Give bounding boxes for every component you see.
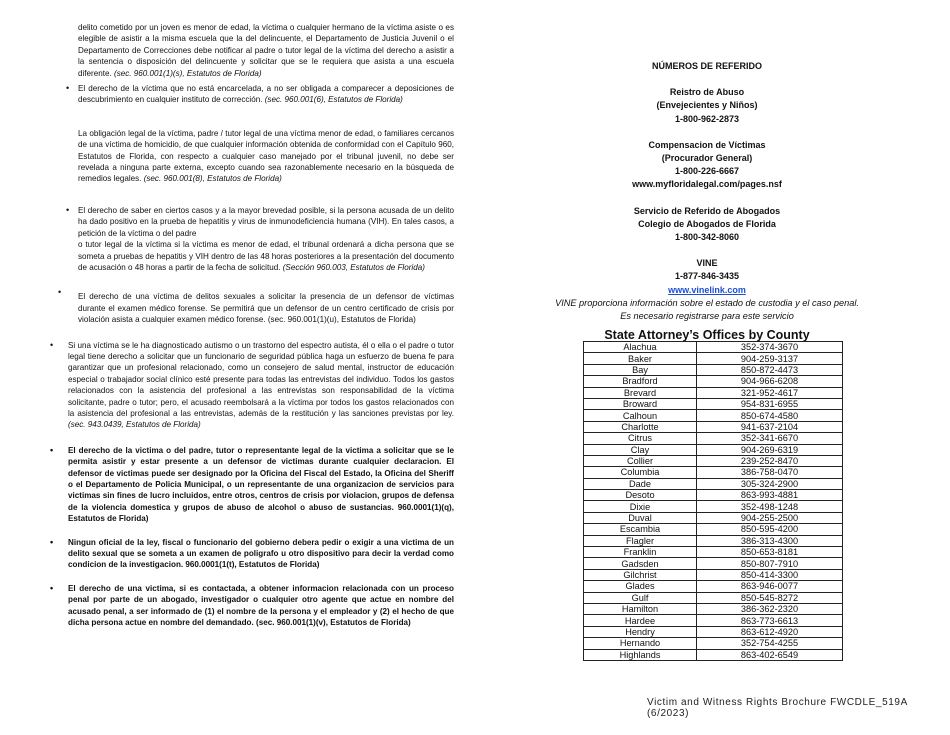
table-row xyxy=(584,569,843,580)
county-phone: 863-402-6549 xyxy=(697,649,843,660)
table-row xyxy=(584,638,843,649)
bullet-icon: • xyxy=(58,287,62,298)
table-row xyxy=(584,410,843,421)
lawyer-subtitle: Colegio de Abogados de Florida xyxy=(638,218,776,229)
county-name: Desoto xyxy=(584,490,697,501)
abuse-registry xyxy=(550,86,864,126)
table-row xyxy=(584,547,843,558)
vine-note: VINE proporciona información sobre el estado de custodia y el caso penal. xyxy=(555,297,859,308)
lawyer-referral xyxy=(550,205,864,245)
county-phone: 850-872-4473 xyxy=(697,364,843,375)
table-row xyxy=(584,342,843,353)
item-text: El derecho de saber en ciertos casos y a la mayor brevedad posible, si la persona acusada de un delito ha dado positivo en la prueba de hepatitis y virus de inmunodeficiencia humana (VIH). En tales casos, a petición de la víctima o del padre xyxy=(78,205,454,238)
table-row xyxy=(584,615,843,626)
bullet-icon: • xyxy=(66,204,70,215)
county-phone: 850-674-4580 xyxy=(697,410,843,421)
county-name: Hardee xyxy=(584,615,697,626)
abuse-title: Reistro de Abuso xyxy=(669,87,745,98)
table-row xyxy=(584,490,843,501)
county-name: Broward xyxy=(584,398,697,409)
county-phone: 904-269-6319 xyxy=(697,444,843,455)
county-name: Franklin xyxy=(584,547,697,558)
vine-link[interactable]: www.vinelink.com xyxy=(668,284,746,295)
vine-title: VINE xyxy=(696,258,718,269)
item-text: El derecho de la victima o del padre, tutor o representante legal de la victima a solicitar que se le permita asistir y estar presente a un defensor de victimas durante cualquier declaracion. El defensor de victimas puede ser designado por la Oficina del Fiscal del Estado, la Oficina del Sheriff o el Departamento de Policia Municipal, o un representante de una organizacion de servicios para victimas sin fines de lucro incluidos, entre otros, centros de crisis por violacion, grupos de defensa de la violencia domestica y grupos de abuso de alcohol o abuso de sustancias. 960.0001(1)(q), Estatutos de Florida) xyxy=(68,445,454,524)
intro-ref: (sec. 960.001(1)(s), Estatutos de Florida) xyxy=(114,68,262,78)
county-phone: 352-754-4255 xyxy=(697,638,843,649)
county-phone: 386-313-4300 xyxy=(697,535,843,546)
county-name: Gilchrist xyxy=(584,569,697,580)
vine-phone: 1-877-846-3435 xyxy=(674,271,740,282)
table-row xyxy=(584,433,843,444)
bullet-icon: • xyxy=(50,536,54,547)
county-phone: 904-966-6208 xyxy=(697,376,843,387)
county-phone: 904-255-2500 xyxy=(697,512,843,523)
table-row xyxy=(584,626,843,637)
list-item xyxy=(52,537,454,571)
table-row xyxy=(584,603,843,614)
county-name: Clay xyxy=(584,444,697,455)
county-phone: 850-545-8272 xyxy=(697,592,843,603)
table-row xyxy=(584,535,843,546)
table-row xyxy=(584,558,843,569)
item-ref: (sec. 943.0439, Estatutos de Florida) xyxy=(68,420,201,430)
list-item xyxy=(52,583,454,629)
county-name: Bay xyxy=(584,364,697,375)
comp-url: www.myfloridalegal.com/pages.nsf xyxy=(632,179,782,190)
item-text: La obligación legal de la víctima, padre / tutor legal de una víctima menor de edad, o familiares cercanos de una víctima de homicidio, de que cualquier información obtenida de conformidad con el Capítulo 960, Estatutos de Florida, con respecto a cualquier caso manejado por el tribunal juvenil, no debe ser revelada a ninguna parte externa, excepto cuando sea razonablemente necesario en la búsqueda de remedios legales. xyxy=(78,128,454,184)
county-phone: 863-993-4881 xyxy=(697,490,843,501)
county-phone: 850-807-7910 xyxy=(697,558,843,569)
intro-paragraph xyxy=(52,22,454,79)
left-column xyxy=(52,22,454,640)
county-name: Hamilton xyxy=(584,603,697,614)
state-attorney-title: State Attorney’s Offices by County xyxy=(604,328,810,343)
bullet-icon: • xyxy=(50,582,54,593)
list-item xyxy=(52,83,454,106)
county-phone: 386-758-0470 xyxy=(697,467,843,478)
county-phone: 850-653-8181 xyxy=(697,547,843,558)
county-name: Charlotte xyxy=(584,421,697,432)
table-row xyxy=(584,467,843,478)
table-row xyxy=(584,512,843,523)
county-name: Duval xyxy=(584,512,697,523)
county-phone: 239-252-8470 xyxy=(697,455,843,466)
lawyer-phone: 1-800-342-8060 xyxy=(674,232,740,243)
lawyer-title: Servicio de Referido de Abogados xyxy=(633,205,781,216)
county-phone: 352-341-6670 xyxy=(697,433,843,444)
county-phone: 386-362-2320 xyxy=(697,603,843,614)
referral-numbers xyxy=(550,60,864,344)
county-name: Calhoun xyxy=(584,410,697,421)
county-name: Escambia xyxy=(584,524,697,535)
table-row xyxy=(584,455,843,466)
comp-phone: 1-800-226-6667 xyxy=(674,166,740,177)
county-name: Alachua xyxy=(584,342,697,353)
county-phone: 954-831-6955 xyxy=(697,398,843,409)
abuse-phone: 1-800-962-2873 xyxy=(674,113,740,124)
list-item xyxy=(52,340,454,431)
table-row xyxy=(584,581,843,592)
county-phone: 305-324-2900 xyxy=(697,478,843,489)
table-row xyxy=(584,398,843,409)
table-row xyxy=(584,524,843,535)
item-ref: (sec. 960.001(1)(u), Estatutos de Florida) xyxy=(267,315,416,325)
county-phone: 904-259-3137 xyxy=(697,353,843,364)
county-name: Baker xyxy=(584,353,697,364)
vine-section xyxy=(550,257,864,323)
county-phone: 863-773-6613 xyxy=(697,615,843,626)
item-text: Si una víctima se le ha diagnosticado autismo o un trastorno del espectro autista, él o ella o el padre o tutor legal tiene derecho a solicitar que un funcionario de seguridad pública haga un esfuerzo de buena fe para garantizar que un profesional relacionado, como un consejero de salud mental, instructor de educación especial o trabajador social clínico esté presente para todas las entrevistas del individuo. Todos los gastos relacionados con la asistencia del profesional a las entrevistas son responsabilidad de la víctima solicitante, padre o tutor; pero, el acusado reembolsará a la víctima por todos los gastos relacionados con la asistencia del profesional a las entrevistas, además de la restitución y las sanciones previstas por ley. xyxy=(68,340,454,418)
county-name: Citrus xyxy=(584,433,697,444)
county-name: Hendry xyxy=(584,626,697,637)
county-phone: 850-414-3300 xyxy=(697,569,843,580)
item-text: El derecho de una víctima de delitos sexuales a solicitar la presencia de un defensor de víctimas durante el examen médico forense. Se permitirá que un defensor de un centro certificado de crisis por violación asista a cualquier examen médico forense. xyxy=(78,292,454,325)
table-row xyxy=(584,501,843,512)
county-name: Glades xyxy=(584,581,697,592)
item-ref: (Sección 960.003, Estatutos de Florida) xyxy=(282,262,425,272)
item-text: El derecho de una victima, si es contactada, a obtener informacion relacionada con un proceso penal por parte de un abogado, investigador o cualquier otro agente que actue en nombre del acusado penal, a ser informado de (1) el nombre de la persona y el empleador y (2) el hecho de que dicha persona actue en nombre del demandado. (sec. 960.001(1)(v), Estatutos de Florida) xyxy=(68,583,454,628)
county-phone: 352-498-1248 xyxy=(697,501,843,512)
county-name: Gulf xyxy=(584,592,697,603)
item-ref: (sec. 960.001(8), Estatutos de Florida) xyxy=(143,174,282,184)
county-phone: 941-637-2104 xyxy=(697,421,843,432)
county-phone: 863-612-4920 xyxy=(697,626,843,637)
county-phone: 863-946-0077 xyxy=(697,581,843,592)
rights-list xyxy=(52,83,454,628)
county-name: Flagler xyxy=(584,535,697,546)
item-ref: (sec. 960.001(6), Estatutos de Florida) xyxy=(264,95,403,105)
table-row xyxy=(584,364,843,375)
table-row xyxy=(584,478,843,489)
table-row xyxy=(584,387,843,398)
table-row xyxy=(584,649,843,660)
county-name: Gadsden xyxy=(584,558,697,569)
bullet-icon: • xyxy=(66,83,70,94)
abuse-subtitle: (Envejecientes y Niños) xyxy=(656,100,758,111)
county-table xyxy=(583,341,843,661)
table-row xyxy=(584,592,843,603)
comp-title: Compensacion de Víctimas xyxy=(648,139,766,150)
item-text: El derecho de la víctima que no está encarcelada, a no ser obligada a comparecer a deposiciones de descubrimiento en cualquier instituto de corrección. xyxy=(78,84,454,105)
item-text-continued: o tutor legal de la víctima si la víctima es menor de edad, el tribunal ordenará a dicha persona que se someta a pruebas de hepatitis y VIH dentro de las 48 horas posteriores a la presentación del documento de acusación o 48 horas a partir de la fecha de solicitud. xyxy=(78,240,454,272)
table-row xyxy=(584,444,843,455)
list-item xyxy=(52,287,454,325)
list-item xyxy=(52,205,454,273)
county-phone: 321-952-4617 xyxy=(697,387,843,398)
county-name: Bradford xyxy=(584,376,697,387)
county-phone: 352-374-3670 xyxy=(697,342,843,353)
table-row xyxy=(584,353,843,364)
referral-heading: NÚMEROS DE REFERIDO xyxy=(651,61,762,71)
county-name: Brevard xyxy=(584,387,697,398)
table-row xyxy=(584,376,843,387)
brochure-footer: Victim and Witness Rights Brochure FWCDLE_519A (6/2023) xyxy=(647,697,908,719)
list-item xyxy=(52,128,454,185)
county-name: Hernando xyxy=(584,638,697,649)
victim-compensation xyxy=(550,139,864,192)
county-name: Collier xyxy=(584,455,697,466)
county-phone: 850-595-4200 xyxy=(697,524,843,535)
table-row xyxy=(584,421,843,432)
county-name: Dade xyxy=(584,478,697,489)
county-name: Highlands xyxy=(584,649,697,660)
county-name: Dixie xyxy=(584,501,697,512)
county-name: Columbia xyxy=(584,467,697,478)
intro-text: delito cometido por un joven es menor de edad, la víctima o cualquier hermano de la víctima asiste o es elegible de asistir a la misma escuela que la del delincuente, el Departamento de Justicia Juvenil o el Departamento de Correcciones debe notificar al padre o tutor legal de la víctima del derecho a asistir a la sentencia o disposición del delincuente y solicitar que se le requiera que asista a una escuela diferente. xyxy=(78,23,454,78)
list-item xyxy=(52,445,454,525)
bullet-icon: • xyxy=(50,444,54,455)
bullet-icon: • xyxy=(50,339,54,350)
item-text: Ningun oficial de la ley, fiscal o funcionario del gobierno debera pedir o exigir a una victima de un delito sexual que se someta a un examen de poligrafo u otro dispositivo para decir la verdad como condicion de la investigacion. 960.0001(1(t), Estatutos de Florida) xyxy=(68,537,454,570)
comp-subtitle: (Procurador General) xyxy=(661,153,753,164)
vine-registration-note: Es necesario registrarse para este servicio xyxy=(620,311,794,322)
